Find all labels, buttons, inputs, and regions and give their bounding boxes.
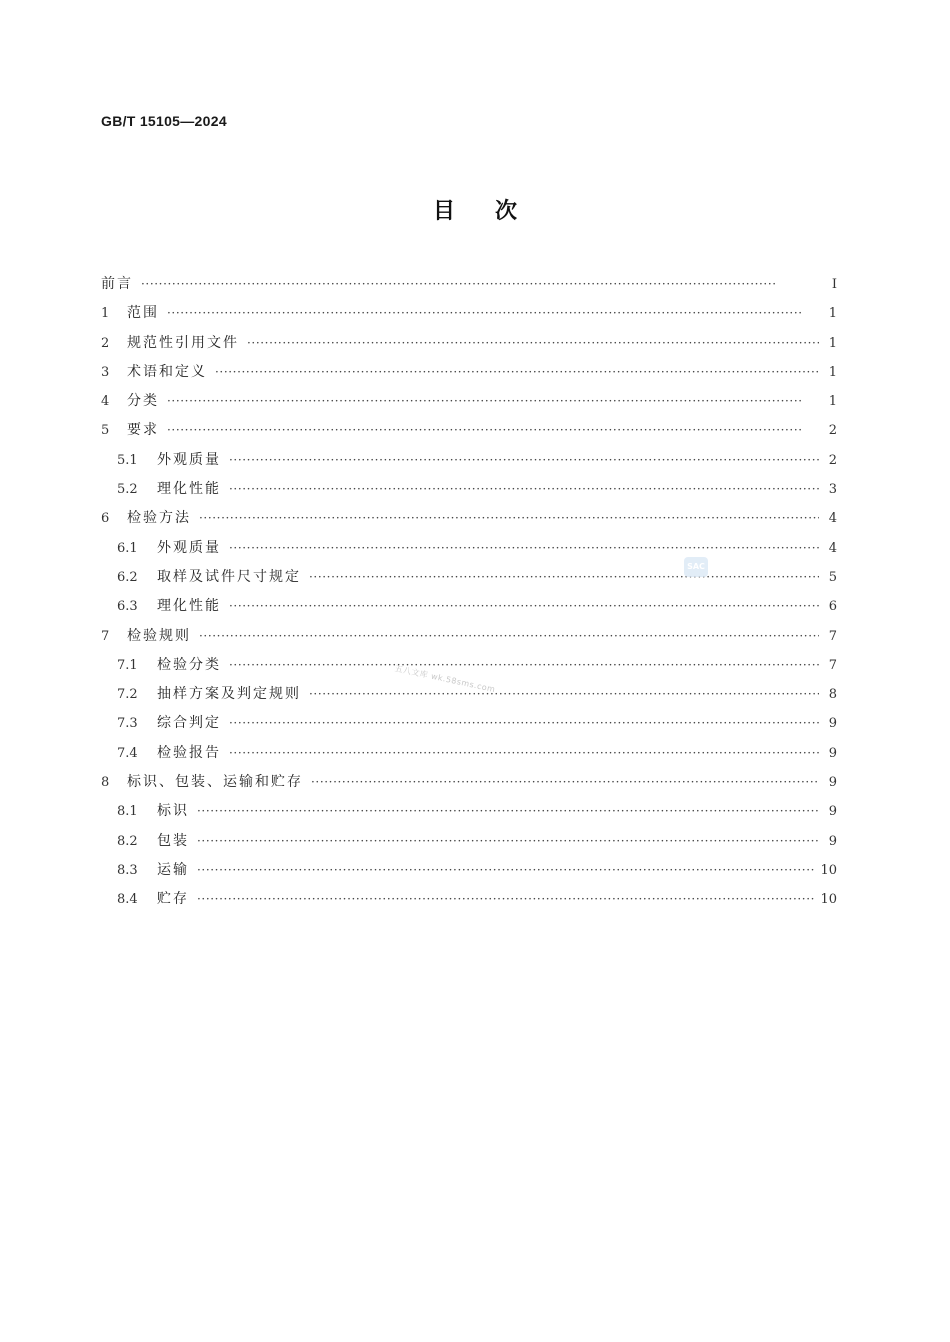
toc-entry-number: 6.1 [117, 540, 138, 556]
toc-entry-label: 外观质量 [157, 451, 221, 468]
toc-dot-leader [311, 768, 819, 797]
toc-dot-leader [309, 563, 819, 592]
toc-entry-page: 7 [828, 657, 837, 673]
toc-entry-label: 规范性引用文件 [127, 334, 239, 351]
toc-dot-leader [229, 651, 819, 680]
toc-entry-number: 3 [101, 364, 110, 380]
toc-entry-page: 6 [828, 599, 837, 615]
toc-entry[interactable] [101, 387, 837, 416]
toc-entry-number: 7 [101, 628, 110, 644]
toc-entry[interactable] [101, 768, 837, 797]
sac-watermark-logo: SAC [684, 557, 708, 577]
toc-entry-page: 8 [828, 687, 837, 703]
toc-entry[interactable] [101, 299, 837, 328]
toc-entry-label: 贮存 [157, 891, 189, 908]
toc-entry-page: 9 [828, 775, 837, 791]
toc-entry-label: 取样及试件尺寸规定 [157, 568, 301, 585]
toc-dot-leader [197, 885, 814, 914]
toc-entry-label: 理化性能 [157, 481, 221, 498]
toc-entry-page: 9 [828, 833, 837, 849]
toc-dot-leader [247, 329, 819, 358]
toc-title: 目次 [432, 199, 557, 224]
toc-entry-label: 检验报告 [157, 744, 221, 761]
toc-dot-leader [197, 827, 819, 856]
toc-entry[interactable] [101, 534, 837, 563]
toc-entry-page: 9 [828, 804, 837, 820]
toc-entry[interactable] [101, 504, 837, 533]
standard-code: GB/T 15105—2024 [101, 113, 227, 129]
toc-entry-page: Ⅰ [831, 277, 837, 292]
toc-entry-label: 术语和定义 [127, 363, 207, 380]
toc-dot-leader [199, 622, 819, 651]
toc-entry[interactable] [101, 270, 837, 299]
toc-entry-label: 包装 [157, 832, 189, 849]
toc-entry[interactable] [101, 446, 837, 475]
toc-dot-leader [229, 446, 819, 475]
toc-entry-label: 范围 [127, 305, 159, 322]
toc-entry-page: 9 [828, 745, 837, 761]
toc-entry-page: 2 [828, 452, 837, 468]
toc-entry-number: 7.2 [117, 687, 138, 703]
toc-entry-number: 2 [101, 335, 110, 351]
table-of-contents [101, 270, 837, 915]
toc-entry[interactable] [101, 739, 837, 768]
toc-entry[interactable] [101, 329, 837, 358]
toc-entry-number: 7.3 [117, 716, 138, 732]
toc-entry-number: 8.3 [117, 862, 138, 878]
toc-entry-label: 综合判定 [157, 715, 221, 732]
toc-entry[interactable] [101, 592, 837, 621]
toc-entry-label: 外观质量 [157, 539, 221, 556]
toc-entry-number: 6 [101, 511, 110, 527]
toc-entry-page: 3 [828, 482, 837, 498]
toc-entry-label: 标识、包装、运输和贮存 [127, 774, 303, 791]
toc-entry-number: 5 [101, 423, 110, 439]
toc-entry[interactable] [101, 358, 837, 387]
toc-dot-leader [167, 387, 819, 416]
toc-entry-number: 5.2 [117, 482, 138, 498]
toc-dot-leader [229, 475, 819, 504]
toc-entry-label: 前言 [101, 276, 133, 292]
toc-entry-label: 检验规则 [127, 627, 191, 644]
toc-dot-leader [309, 680, 819, 709]
toc-entry-page: 9 [828, 716, 837, 732]
toc-entry-label: 检验分类 [157, 656, 221, 673]
toc-dot-leader [197, 797, 819, 826]
toc-entry-page: 4 [828, 540, 837, 556]
toc-entry-page: 1 [828, 306, 837, 322]
toc-entry-page: 10 [820, 862, 837, 878]
toc-dot-leader [199, 504, 819, 533]
toc-entry[interactable] [101, 475, 837, 504]
toc-dot-leader [167, 416, 819, 445]
toc-entry[interactable] [101, 709, 837, 738]
toc-entry-number: 6.2 [117, 569, 138, 585]
toc-entry-number: 8.4 [117, 892, 138, 908]
toc-dot-leader [197, 856, 814, 885]
toc-entry-page: 2 [828, 423, 837, 439]
toc-entry-label: 要求 [127, 422, 159, 439]
toc-dot-leader [215, 358, 819, 387]
toc-entry-page: 1 [828, 394, 837, 410]
toc-entry-label: 运输 [157, 861, 189, 878]
toc-entry-number: 8.2 [117, 833, 138, 849]
toc-entry-number: 4 [101, 394, 110, 410]
toc-entry[interactable] [101, 651, 837, 680]
toc-dot-leader [229, 592, 819, 621]
toc-entry[interactable] [101, 622, 837, 651]
toc-entry[interactable] [101, 416, 837, 445]
toc-entry-page: 10 [820, 892, 837, 908]
toc-entry[interactable] [101, 563, 837, 592]
toc-dot-leader [229, 534, 819, 563]
toc-entry-number: 7.1 [117, 657, 138, 673]
toc-dot-leader [229, 739, 819, 768]
toc-entry-page: 5 [828, 569, 837, 585]
toc-dot-leader [229, 709, 819, 738]
toc-entry[interactable] [101, 856, 837, 885]
toc-entry-label: 理化性能 [157, 598, 221, 615]
toc-entry-label: 分类 [127, 393, 159, 410]
toc-entry[interactable] [101, 827, 837, 856]
toc-entry-number: 5.1 [117, 452, 138, 468]
toc-entry-number: 1 [101, 306, 110, 322]
watermark-text: 五八文库 wk.58sms.com [393, 663, 497, 695]
toc-dot-leader [141, 270, 819, 299]
toc-entry-number: 8.1 [117, 804, 138, 820]
toc-entry-number: 8 [101, 775, 110, 791]
toc-entry-page: 1 [828, 335, 837, 351]
toc-entry-page: 1 [828, 364, 837, 380]
toc-dot-leader [167, 299, 819, 328]
toc-entry-label: 抽样方案及判定规则 [157, 686, 301, 703]
toc-entry[interactable] [101, 885, 837, 914]
toc-entry-page: 7 [828, 628, 837, 644]
toc-entry-number: 6.3 [117, 599, 138, 615]
toc-entry-page: 4 [828, 511, 837, 527]
toc-entry[interactable] [101, 797, 837, 826]
toc-entry-label: 检验方法 [127, 510, 191, 527]
toc-entry-number: 7.4 [117, 745, 138, 761]
toc-entry-label: 标识 [157, 803, 189, 820]
